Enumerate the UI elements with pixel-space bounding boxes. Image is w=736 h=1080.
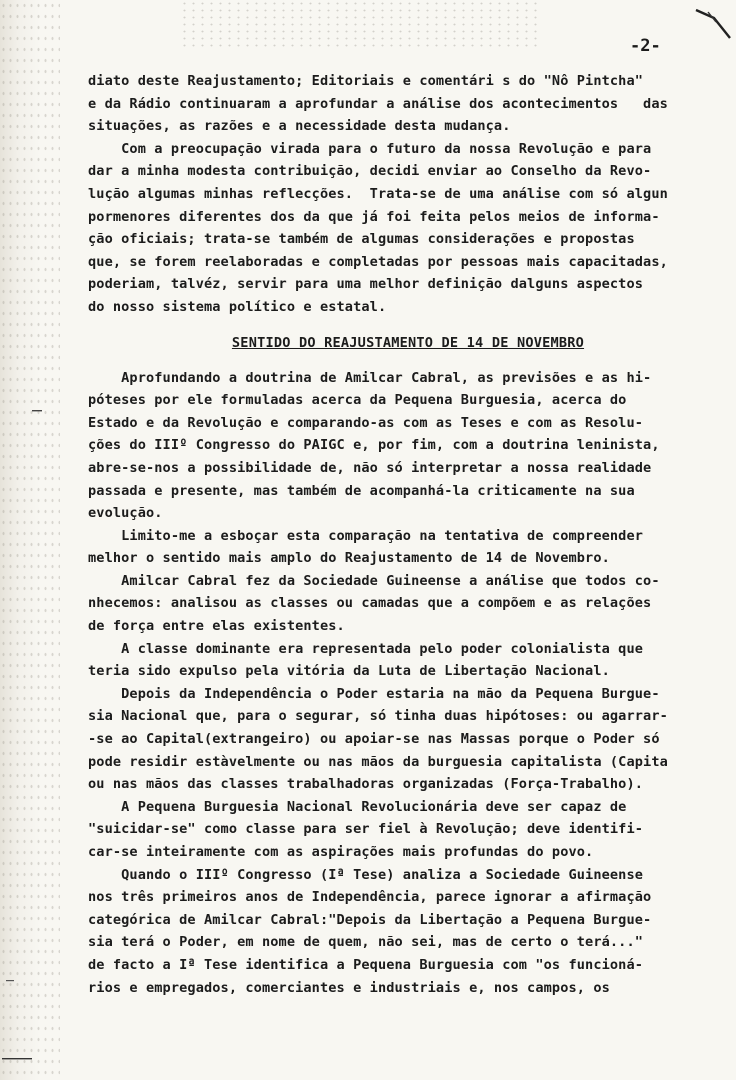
- intro-paragraphs: [88, 70, 728, 319]
- text-line: A Pequena Burguesia Nacional Revolucionária deve ser capaz de: [88, 798, 627, 815]
- paragraph: [88, 70, 728, 138]
- text-line: poderiam, talvéz, servir para uma melhor definição dalguns aspectos: [88, 276, 644, 293]
- text-line: Quando o IIIº Congresso (Iª Tese) analiza a Sociedade Guineense: [88, 866, 644, 883]
- text-line: de força entre elas existentes.: [88, 618, 345, 635]
- section-heading: SENTIDO DO REAJUSTAMENTO DE 14 DE NOVEMBRO: [231, 334, 585, 351]
- text-line: diato deste Reajustamento; Editoriais e comentári s do "Nô Pintcha": [88, 73, 644, 89]
- pen-stroke-mark: [694, 4, 734, 44]
- body-paragraphs: [88, 367, 728, 1000]
- heading-row: [88, 319, 728, 367]
- text-line: situações, as razões e a necessidade desta mudança.: [88, 118, 511, 135]
- text-line: nhecemos: analisou as classes ou camadas que a compõem e as relações: [88, 595, 652, 612]
- document-body: [88, 70, 728, 999]
- text-line: -se ao Capital(extrangeiro) ou apoiar-se nas Massas porque o Poder só: [88, 731, 660, 748]
- paragraph: [88, 638, 728, 683]
- paragraph: [88, 138, 728, 319]
- text-line: pode residir estàvelmente ou nas mãos da burguesia capitalista (Capita: [88, 753, 668, 770]
- text-line: categórica de Amilcar Cabral:"Depois da Libertação a Pequena Burgue-: [88, 911, 652, 928]
- paragraph: [88, 570, 728, 638]
- text-line: que, se forem reelaboradas e completadas por pessoas mais capacitadas,: [88, 253, 668, 270]
- text-line: nos três primeiros anos de Independência, parece ignorar a afirmação: [88, 889, 652, 906]
- text-line: póteses por ele formuladas acerca da Pequena Burguesia, acerca do: [88, 392, 627, 409]
- text-line: dar a minha modesta contribuição, decidi enviar ao Conselho da Revo-: [88, 163, 652, 180]
- text-line: e da Rádio continuaram a aprofundar a análise dos acontecimentos das: [88, 95, 668, 112]
- text-line: evolução.: [88, 505, 163, 522]
- text-line: lução algumas minhas reflecções. Trata-se de uma análise com só algun: [88, 185, 668, 202]
- text-line: abre-se-nos a possibilidade de, não só interpretar a nossa realidade: [88, 459, 652, 476]
- text-line: rios e empregados, comerciantes e industriais e, nos campos, os: [88, 979, 610, 996]
- text-line: ção oficiais; trata-se também de algumas considerações e propostas: [88, 231, 635, 248]
- scan-noise-top: [180, 0, 540, 48]
- paragraph: [88, 367, 728, 525]
- text-line: A classe dominante era representada pelo poder colonialista que: [88, 640, 644, 657]
- text-line: ou nas mãos das classes trabalhadoras organizadas (Força-Trabalho).: [88, 776, 644, 793]
- text-line: Amilcar Cabral fez da Sociedade Guineense a análise que todos co-: [88, 572, 660, 589]
- paragraph: [88, 683, 728, 796]
- paragraph: [88, 864, 728, 1000]
- text-line: Aprofundando a doutrina de Amilcar Cabral, as previsões e as hi-: [88, 369, 652, 386]
- text-line: de facto a Iª Tese identifica a Pequena Burguesia com "os funcioná-: [88, 956, 644, 973]
- page-number: -2-: [630, 36, 661, 56]
- text-line: sia terá o Poder, em nome de quem, não sei, mas de certo o terá...": [88, 934, 644, 951]
- text-line: Estado e da Revolução e comparando-as com as Teses e com as Resolu-: [88, 414, 644, 431]
- text-line: sia Nacional que, para o segurar, só tinha duas hipótoses: ou agarrar-: [88, 708, 668, 725]
- text-line: melhor o sentido mais amplo do Reajustamento de 14 de Novembro.: [88, 550, 610, 567]
- paragraph: [88, 796, 728, 864]
- text-line: pormenores diferentes dos da que já foi feita pelos meios de informa-: [88, 208, 660, 225]
- text-line: car-se inteiramente com as aspirações mais profundas do povo.: [88, 844, 594, 860]
- text-line: Limito-me a esboçar esta comparação na tentativa de compreender: [88, 527, 644, 544]
- text-line: passada e presente, mas também de acompanhá-la criticamente na sua: [88, 482, 635, 499]
- margin-marks: [0, 0, 60, 1080]
- text-line: do nosso sistema político e estatal.: [88, 298, 387, 315]
- paragraph: [88, 525, 728, 570]
- text-line: "suicidar-se" como classe para ser fiel à Revolução; deve identifi-: [88, 821, 644, 838]
- text-line: teria sido expulso pela vitória da Luta de Libertação Nacional.: [88, 663, 610, 680]
- text-line: ções do IIIº Congresso do PAIGC e, por fim, com a doutrina leninista,: [88, 437, 660, 454]
- text-line: Com a preocupação virada para o futuro da nossa Revolução e para: [88, 140, 652, 157]
- text-line: Depois da Independência o Poder estaria na mão da Pequena Burgue-: [88, 685, 660, 702]
